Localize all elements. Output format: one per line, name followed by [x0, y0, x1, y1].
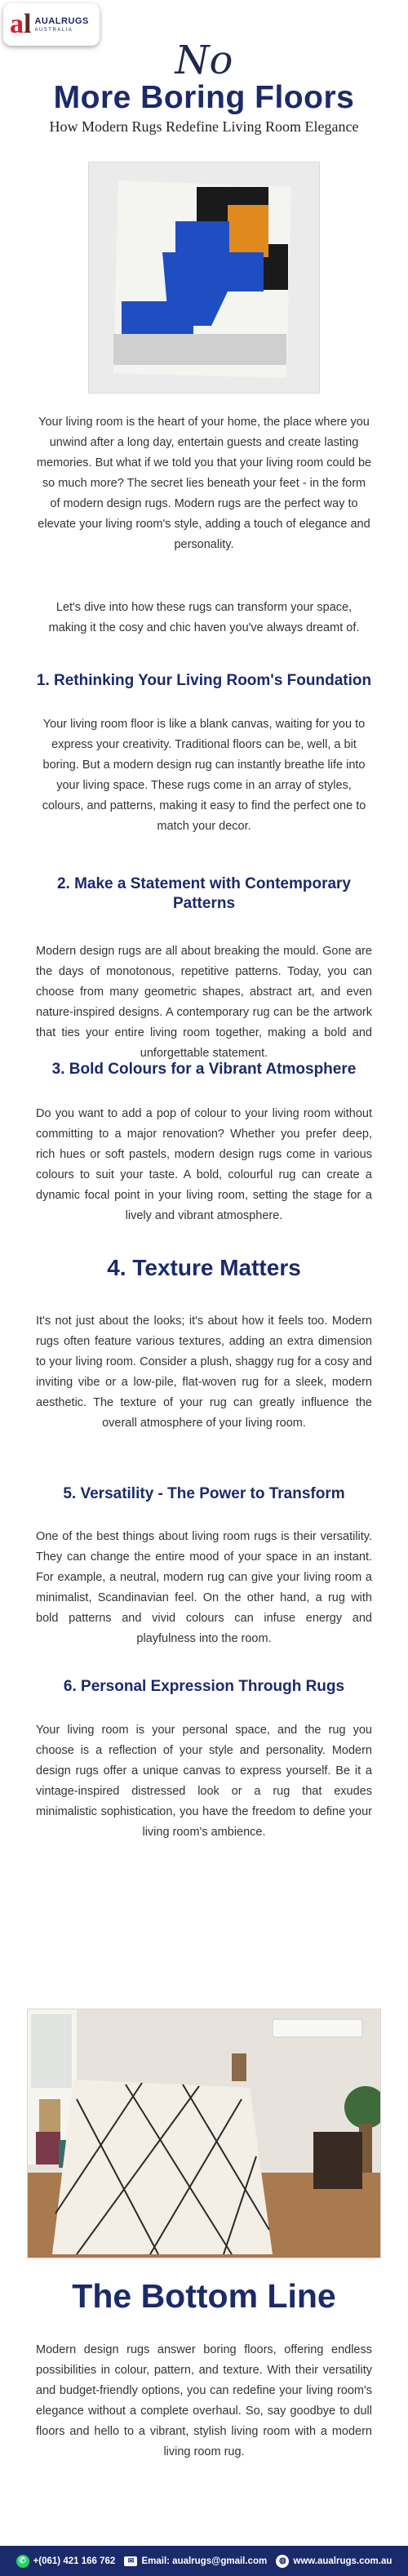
mail-icon: ✉	[124, 2556, 137, 2566]
section-6	[36, 1677, 372, 1697]
intro-paragraph-2: Let's dive into how these rugs can transform your space, making it the cosy and chic haven you've always dreamt of.	[48, 601, 360, 634]
section-1	[36, 671, 372, 691]
section-3-body-wrap	[36, 1104, 372, 1226]
email-address: Email: aualrugs@gmail.com	[141, 2556, 268, 2566]
section-1-body-wrap	[36, 714, 372, 837]
section-4-heading: 4. Texture Matters	[107, 1255, 301, 1280]
contact-footer	[0, 2546, 408, 2576]
section-3-body: Do you want to add a pop of colour to your living room without committing to a major renovation? Whether you prefer deep, rich hues or soft pastels, modern design rugs come in various colours to suit your taste. A bold, colourful rug can create a dynamic focal point in your living room, setting the stage for a lively and vibrant atmosphere.	[36, 1107, 372, 1222]
intro-section-2	[36, 598, 372, 638]
section-4-body-wrap	[36, 1311, 372, 1434]
section-2-heading: 2. Make a Statement with Contemporary Patterns	[56, 875, 352, 912]
website-url: www.aualrugs.com.au	[293, 2556, 392, 2566]
email-link[interactable]	[124, 2556, 267, 2566]
bottom-line-body-wrap	[36, 2340, 372, 2463]
website-link[interactable]	[276, 2555, 392, 2568]
section-3-heading: 3. Bold Colours for a Vibrant Atmosphere	[51, 1061, 357, 1078]
bottom-line-body: Modern design rugs answer boring floors, offering endless possibilities in colour, pattern, and texture. With their versatility and budget-friendly options, you can redefine your living room's elegance without a complete overhaul. So, say goodbye to dull floors and hello to a vibrant, stylish living room with a modern living room rug.	[36, 2343, 372, 2458]
section-4	[36, 1255, 372, 1281]
section-6-heading: 6. Personal Expression Through Rugs	[63, 1678, 345, 1695]
intro-paragraph-1: Your living room is the heart of your home, the place where you unwind after a long day, entertain guests and create lasting memories. But what if we told you that your living room could be so much more? The secret lies beneath your feet - in the form of modern design rugs. Modern rugs are the perfect way to elevate your living room's style, adding a touch of elegance and personality.	[36, 416, 372, 551]
phone-link[interactable]	[16, 2555, 116, 2568]
brand-logo[interactable]	[3, 3, 100, 46]
section-1-heading: 1. Rethinking Your Living Room's Foundation	[36, 672, 372, 689]
logo-tagline: AUSTRALIA	[34, 27, 73, 33]
living-room-illustration	[28, 2009, 381, 2258]
phone-number: +(061) 421 166 762	[33, 2556, 116, 2566]
section-6-body: Your living room is your personal space, and the rug you choose is a reflection of your style and personality. Modern design rugs offer a unique canvas to express yourself. Be it a vintage-inspired distressed look or a rug that exudes minimalistic sophistication, you have the freedom to define your living room's ambience.	[36, 1724, 372, 1839]
title-script-word: No	[175, 38, 233, 83]
bottom-line-section	[36, 2278, 372, 2314]
logo-mark: al	[10, 9, 32, 39]
section-5-heading: 5. Versatility - The Power to Transform	[63, 1485, 345, 1502]
section-4-body: It's not just about the looks; it's about how it feels too. Modern rugs often feature various textures, adding an extra dimension to your living room. Consider a plush, shaggy rug for a cosy and inviting vibe or a low-pile, flat-woven rug for a sleek, modern aesthetic. The texture of your rug can greatly influence the overall atmosphere of your living room.	[36, 1315, 372, 1430]
page-subtitle: How Modern Rugs Redefine Living Room Elegance	[49, 118, 359, 135]
section-2	[36, 874, 372, 914]
intro-section	[36, 412, 372, 555]
modern-rug-image	[88, 162, 320, 394]
living-room-rug-photo	[27, 2009, 381, 2258]
section-5-body: One of the best things about living room rugs is their versatility. They can change the entire mood of your space in an instant. For example, a neutral, modern rug can give your living room a minimalist, Scandinavian feel. On the other hand, a rug with bold patterns and vivid colours can infuse energy and playfulness into the room.	[36, 1530, 372, 1645]
section-5-body-wrap	[36, 1527, 372, 1649]
logo-text	[34, 17, 88, 33]
globe-icon: ◍	[276, 2555, 289, 2568]
abstract-rug-illustration	[89, 162, 320, 394]
page-title: More Boring Floors	[53, 80, 355, 115]
section-3	[36, 1060, 372, 1079]
section-5	[36, 1484, 372, 1504]
bottom-line-heading: The Bottom Line	[72, 2277, 336, 2315]
logo-brand: AUALRUGS	[34, 16, 89, 26]
section-2-body-wrap	[36, 941, 372, 1064]
section-1-body: Your living room floor is like a blank canvas, waiting for you to express your creativity. Traditional floors can be, well, a bit boring. But a modern design rug can instantly breathe life into your living space. These rugs come in an array of styles, colours, and patterns, making it easy to find the perfect one to match your decor.	[42, 718, 366, 833]
section-6-body-wrap	[36, 1720, 372, 1843]
whatsapp-icon: ✆	[16, 2555, 29, 2568]
section-2-body: Modern design rugs are all about breaking the mould. Gone are the days of monotonous, repetitive patterns. Today, you can choose from many geometric shapes, abstract art, and even nature-inspired designs. A contemporary rug can be the artwork that ties your entire living room together, making a bold and unforgettable statement.	[36, 945, 372, 1060]
